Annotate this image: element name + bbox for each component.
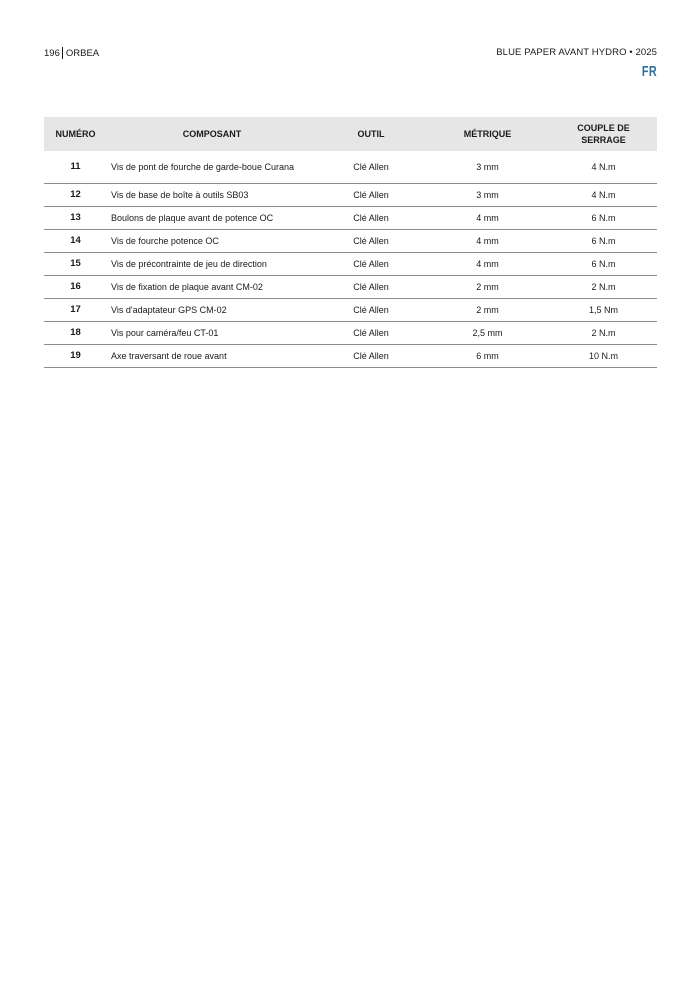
table-body: [44, 151, 657, 368]
cell-component: Vis de précontrainte de jeu de direction: [107, 253, 317, 276]
cell-number: 15: [44, 253, 107, 276]
cell-component: Vis d'adaptateur GPS CM-02: [107, 299, 317, 322]
cell-metric: 6 mm: [425, 345, 550, 368]
cell-metric: 3 mm: [425, 151, 550, 184]
cell-tool: Clé Allen: [317, 184, 425, 207]
cell-metric: 2 mm: [425, 276, 550, 299]
cell-tool: Clé Allen: [317, 299, 425, 322]
table-row: [44, 299, 657, 322]
table-row: [44, 207, 657, 230]
cell-number: 18: [44, 322, 107, 345]
column-header-tool: OUTIL: [317, 117, 425, 151]
cell-number: 12: [44, 184, 107, 207]
table-row: [44, 276, 657, 299]
page-number: 196: [44, 47, 60, 59]
cell-component: Vis de fixation de plaque avant CM-02: [107, 276, 317, 299]
cell-number: 19: [44, 345, 107, 368]
cell-metric: 4 mm: [425, 230, 550, 253]
cell-number: 11: [44, 151, 107, 184]
cell-number: 17: [44, 299, 107, 322]
cell-tool: Clé Allen: [317, 207, 425, 230]
cell-component: Axe traversant de roue avant: [107, 345, 317, 368]
cell-number: 16: [44, 276, 107, 299]
column-header-metric: MÉTRIQUE: [425, 117, 550, 151]
cell-component: Vis de pont de fourche de garde-boue Curana: [107, 151, 317, 184]
header-divider: [62, 47, 63, 59]
cell-metric: 2,5 mm: [425, 322, 550, 345]
column-header-component: COMPOSANT: [107, 117, 317, 151]
cell-tool: Clé Allen: [317, 322, 425, 345]
cell-component: Vis de fourche potence OC: [107, 230, 317, 253]
cell-metric: 4 mm: [425, 207, 550, 230]
cell-torque: 1,5 Nm: [550, 299, 657, 322]
cell-metric: 3 mm: [425, 184, 550, 207]
column-header-number: NUMÉRO: [44, 117, 107, 151]
cell-number: 14: [44, 230, 107, 253]
cell-torque: 2 N.m: [550, 322, 657, 345]
cell-metric: 4 mm: [425, 253, 550, 276]
cell-torque: 6 N.m: [550, 230, 657, 253]
cell-component: Vis pour caméra/feu CT-01: [107, 322, 317, 345]
table-row: [44, 184, 657, 207]
table-row: [44, 230, 657, 253]
page-header-left: [44, 47, 99, 59]
cell-number: 13: [44, 207, 107, 230]
cell-component: Vis de base de boîte à outils SB03: [107, 184, 317, 207]
table-row: [44, 151, 657, 184]
cell-torque: 4 N.m: [550, 151, 657, 184]
document-title: BLUE PAPER AVANT HYDRO • 2025: [496, 47, 657, 58]
column-header-torque: COUPLE DE SERRAGE: [550, 117, 657, 151]
cell-tool: Clé Allen: [317, 253, 425, 276]
cell-torque: 4 N.m: [550, 184, 657, 207]
cell-torque: 6 N.m: [550, 207, 657, 230]
cell-tool: Clé Allen: [317, 276, 425, 299]
brand-name: ORBEA: [65, 47, 100, 59]
table-row: [44, 345, 657, 368]
torque-table: [44, 117, 657, 368]
cell-torque: 6 N.m: [550, 253, 657, 276]
cell-metric: 2 mm: [425, 299, 550, 322]
table-row: [44, 322, 657, 345]
table-header-row: [44, 117, 657, 151]
cell-tool: Clé Allen: [317, 230, 425, 253]
table-row: [44, 253, 657, 276]
cell-tool: Clé Allen: [317, 345, 425, 368]
language-code: FR: [641, 63, 657, 80]
cell-torque: 10 N.m: [550, 345, 657, 368]
cell-component: Boulons de plaque avant de potence OC: [107, 207, 317, 230]
cell-tool: Clé Allen: [317, 151, 425, 184]
cell-torque: 2 N.m: [550, 276, 657, 299]
